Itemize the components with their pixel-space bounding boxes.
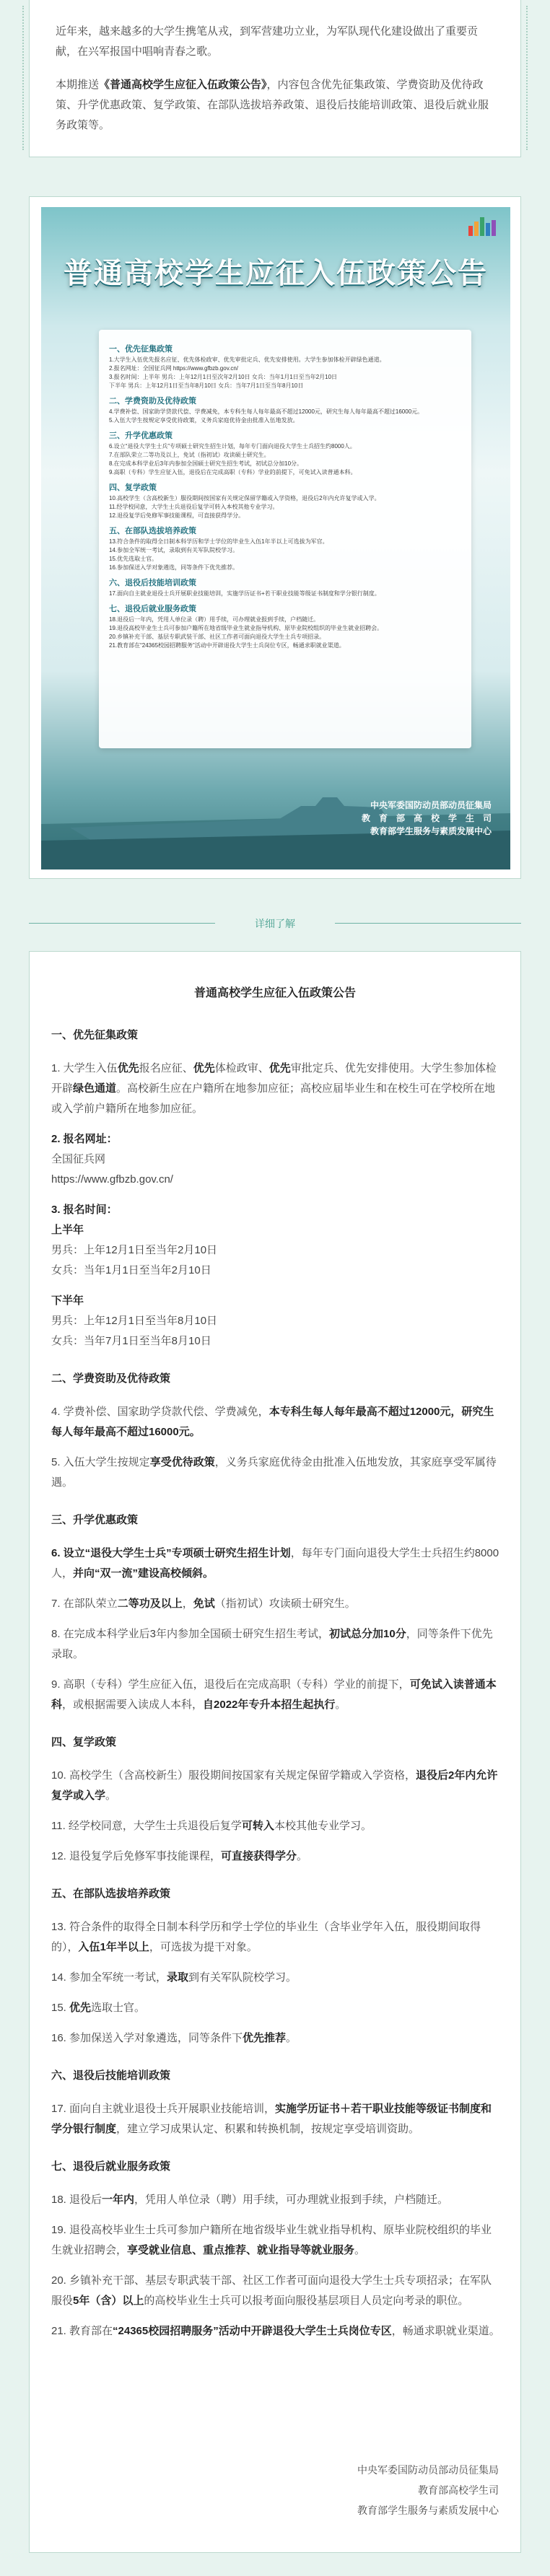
second-half-female: 女兵：当年7月1日至当年8月10日	[51, 1335, 211, 1347]
section-heading: 七、退役后就业服务政策	[51, 2160, 171, 2173]
policy-item-10: 10. 高校学生（含高校新生）服役期间按国家有关规定保留学籍或入学资格，退役后2年内允许复学或入学。	[51, 1769, 498, 1802]
poster-section-heading: 四、复学政策	[109, 483, 157, 492]
policy-item-14: 14. 参加全军统一考试，录取到有关军队院校学习。	[51, 1971, 297, 1984]
intro-p2-bold: 《普通高校学生应征入伍政策公告》	[99, 79, 267, 91]
policy-item-16: 16. 参加保送入学对象遴选，同等条件下优先推荐。	[51, 2032, 297, 2044]
poster-section-line: 6.设立“退役大学生士兵”专项硕士研究生招生计划，每年专门面向退役大学生士兵招生约8000人。	[109, 443, 356, 450]
section-heading: 一、优先征集政策	[51, 1029, 139, 1041]
poster-section-line: 1.大学生入伍优先报名应征、优先体检政审、优先审批定兵、优先安排使用。大学生参加体检开辟绿色通道。	[109, 356, 385, 363]
poster-section-line: 19.退役高校毕业生士兵可参加户籍所在地省级毕业生就业指导机构、原毕业院校组织的毕业生就业招聘会。	[109, 625, 383, 631]
poster-section-heading: 二、学费资助及优待政策	[109, 397, 196, 406]
intro-p2-post: ，内容包含优先征集政策、学费资助及优待政策、升学优惠政策、复学政策、在部队选拔培养政策、退役后技能培训政策、退役后就业服务政策等。	[56, 79, 489, 131]
poster-section-heading: 一、优先征集政策	[109, 345, 173, 354]
section-heading: 四、复学政策	[51, 1736, 117, 1748]
policy-item-15: 15. 优先选取士官。	[51, 2002, 146, 2014]
policy-item-20: 20. 乡镇补充干部、基层专职武装干部、社区工作者可面向退役大学生士兵专项招录；在军队服役5年（含）以上的高校毕业生士兵可以报考面向服役基层项目人员定向考录的职位。	[51, 2274, 492, 2307]
divider-line-left	[29, 923, 215, 924]
first-half-female: 女兵：当年1月1日至当年2月10日	[51, 1264, 211, 1276]
policy-item-11: 11. 经学校同意，大学生士兵退役后复学可转入本校其他专业学习。	[51, 1820, 372, 1832]
policy-item-5: 5. 入伍大学生按规定享受优待政策，义务兵家庭优待金由批准入伍地发放，其家庭享受军属待遇。	[51, 1456, 497, 1489]
second-half-male: 男兵：上年12月1日至当年8月10日	[51, 1315, 218, 1327]
policy-item-19: 19. 退役高校毕业生士兵可参加户籍所在地省级毕业生就业指导机构、原毕业院校组织的毕业生就业招聘会，享受就业信息、重点推荐、就业指导等就业服务。	[51, 2224, 492, 2256]
poster-title: 普通高校学生应征入伍政策公告	[64, 258, 488, 289]
poster-section-line: 8.在完成本科学业后3年内参加全国硕士研究生招生考试，初试总分加10分。	[109, 460, 303, 467]
poster-sig-line-1: 中央军委国防动员部动员征集局	[370, 800, 492, 810]
policy-item-21: 21. 教育部在“24365校园招聘服务”活动中开辟退役大学生士兵岗位专区，畅通求职就业渠道。	[51, 2325, 500, 2337]
intro-card	[29, 0, 521, 157]
detail-title: 普通高校学生应征入伍政策公告	[193, 987, 356, 999]
poster-section-line: 12.退役复学后免修军事技能课程，可直接获得学分。	[109, 512, 245, 519]
poster-section-line: 下半年 男兵：上年12月1日至当年8月10日 女兵：当年7月1日至当年8月10日	[109, 382, 304, 389]
detail-sig-line-1: 中央军委国防动员部动员征集局	[357, 2464, 499, 2476]
detail-sig-line-3: 教育部学生服务与素质发展中心	[357, 2505, 499, 2516]
policy-item-7: 7. 在部队荣立二等功及以上，免试（指初试）攻读硕士研究生。	[51, 1598, 356, 1610]
poster-section-line: 16.参加保送入学对象遴选，同等条件下优先推荐。	[109, 564, 239, 571]
intro-p2-pre: 本期推送	[56, 79, 100, 91]
detail-body	[51, 1027, 500, 2341]
poster-section-heading: 六、退役后技能培训政策	[109, 579, 196, 587]
policy-item-18: 18. 退役后一年内，凭用人单位录（聘）用手续，可办理就业报到手续，户档随迁。	[51, 2194, 449, 2206]
poster-section-line: 21.教育部在“24365校园招聘服务”活动中开辟退役大学生士兵岗位专区，畅通求职就业渠道。	[109, 642, 345, 649]
poster-sig-line-2: 教 育 部 高 校 学 生 司	[361, 813, 492, 823]
section-heading: 五、在部队选拔培养政策	[51, 1888, 171, 1900]
policy-item-9: 9. 高职（专科）学生应征入伍，退役后在完成高职（专科）学业的前提下，可免试入读普通本科，或根据需要入读成人本科，自2022年专升本招生起执行。	[51, 1678, 497, 1711]
policy-item-8: 8. 在完成本科学业后3年内参加全国硕士研究生招生考试，初试总分加10分，同等条件下优先录取。	[51, 1628, 493, 1660]
policy-poster-image	[41, 207, 510, 869]
poster-sig-line-3: 教育部学生服务与素质发展中心	[370, 826, 492, 836]
poster-section-line: 5.入伍大学生按规定享受优待政策，义务兵家庭优待金由批准入伍地发放。	[109, 417, 299, 424]
poster-signature	[362, 799, 492, 838]
bar-logo-icon	[468, 217, 500, 239]
poster-section-line: 20.乡镇补充干部、基层专职武装干部、社区工作者可面向退役大学生士兵专项招录。	[109, 634, 326, 640]
detail-card	[29, 951, 521, 2553]
policy-item-13: 13. 符合条件的取得全日制本科学历和学士学位的毕业生（含毕业学年入伍，服役期间取得的），入伍1年半以上，可选拔为提干对象。	[51, 1921, 481, 1953]
poster-section-line: 11.经学校同意，大学生士兵退役后复学可转入本校其他专业学习。	[109, 504, 279, 510]
policy-item-1: 1. 大学生入伍优先报名应征、优先体检政审、优先审批定兵、优先安排使用。大学生参加体检开辟绿色通道。高校新生应在户籍所在地参加应征；高校应届毕业生和在校生可在学校所在地或入学前户籍所在地参加应征。	[51, 1062, 497, 1115]
policy-item-17: 17. 面向自主就业退役士兵开展职业技能培训，实施学历证书＋若干职业技能等级证书制度和学分银行制度，建立学习成果认定、积累和转换机制，按规定享受培训资助。	[51, 2103, 492, 2135]
section-heading: 二、学费资助及优待政策	[51, 1372, 171, 1385]
policy-item-4: 4. 学费补偿、国家助学贷款代偿、学费减免，本专科生每人每年最高不超过12000元，研究生每人每年最高不超过16000元。	[51, 1406, 494, 1438]
website-name: 全国征兵网	[51, 1153, 106, 1165]
section-heading: 三、升学优惠政策	[51, 1514, 139, 1526]
poster-section-line: 13.符合条件的取得全日制本科学历和学士学位的毕业生入伍1年半以上可选拔为军官。	[109, 538, 328, 545]
intro-paragraph-1: 近年来，越来越多的大学生携笔从戎，到军营建功立业，为军队现代化建设做出了重要贡献，在兴军报国中唱响青春之歌。	[56, 25, 479, 58]
website-url[interactable]: https://www.gfbzb.gov.cn/	[51, 1173, 173, 1186]
poster-card	[29, 196, 521, 879]
poster-section-line: 15.优先选取士官。	[109, 556, 158, 562]
poster-content-panel	[99, 330, 471, 748]
policy-item-3: 3. 报名时间：	[51, 1204, 118, 1216]
policy-item-2: 2. 报名网址：	[51, 1133, 118, 1145]
poster-sections	[109, 343, 461, 650]
poster-section-line: 7.在部队荣立二等功及以上，免试（指初试）攻读硕士研究生。	[109, 452, 270, 458]
poster-section-line: 18.退役后一年内，凭用人单位录（聘）用手续，可办理就业报到手续，户档随迁。	[109, 616, 320, 623]
poster-section-line: 10.高校学生（含高校新生）服役期间按国家有关规定保留学籍或入学资格，退役后2年内允许复学或入学。	[109, 495, 380, 501]
poster-section-line: 14.参加全军统一考试，录取到有关军队院校学习。	[109, 547, 239, 553]
policy-item-12: 12. 退役复学后免修军事技能课程，可直接获得学分。	[51, 1850, 308, 1862]
detail-signature	[357, 2460, 499, 2520]
poster-section-line: 4.学费补偿、国家助学贷款代偿、学费减免，本专科生每人每年最高不超过12000元，研究生每人每年最高不超过16000元。	[109, 408, 424, 415]
poster-section-heading: 五、在部队选拔培养政策	[109, 527, 196, 535]
divider-line-right	[335, 923, 521, 924]
poster-section-heading: 三、升学优惠政策	[109, 431, 173, 440]
poster-section-line: 2.报名网址：全国征兵网 https://www.gfbzb.gov.cn/	[109, 365, 239, 372]
poster-section-line: 3.报名时间：上半年 男兵：上年12月1日至次年2月10日 女兵：当年1月1日至当年2月10日	[109, 374, 338, 380]
policy-item-6: 6. 设立“退役大学生士兵”专项硕士研究生招生计划，每年专门面向退役大学生士兵招生约8000人，并向“双一流”建设高校倾斜。	[51, 1547, 499, 1580]
detail-divider	[29, 915, 521, 932]
first-half-male: 男兵：上年12月1日至当年2月10日	[51, 1244, 218, 1256]
poster-section-heading: 七、退役后就业服务政策	[109, 605, 196, 613]
second-half-heading: 下半年	[51, 1294, 84, 1307]
poster-section-line: 17.面向自主就业退役士兵开展职业技能培训，实施学历证书+若干职业技能等级证书制度和学分银行制度。	[109, 590, 380, 597]
detail-link-label[interactable]: 详细了解	[255, 918, 295, 929]
first-half-heading: 上半年	[51, 1224, 84, 1236]
intro-paragraph-2	[30, 62, 520, 136]
section-heading: 六、退役后技能培训政策	[51, 2069, 171, 2082]
detail-sig-line-2: 教育部高校学生司	[418, 2484, 499, 2496]
poster-section-line: 9.高职（专科）学生应征入伍，退役后在完成高职（专科）学业的前提下，可免试入读普通本科。	[109, 469, 357, 476]
